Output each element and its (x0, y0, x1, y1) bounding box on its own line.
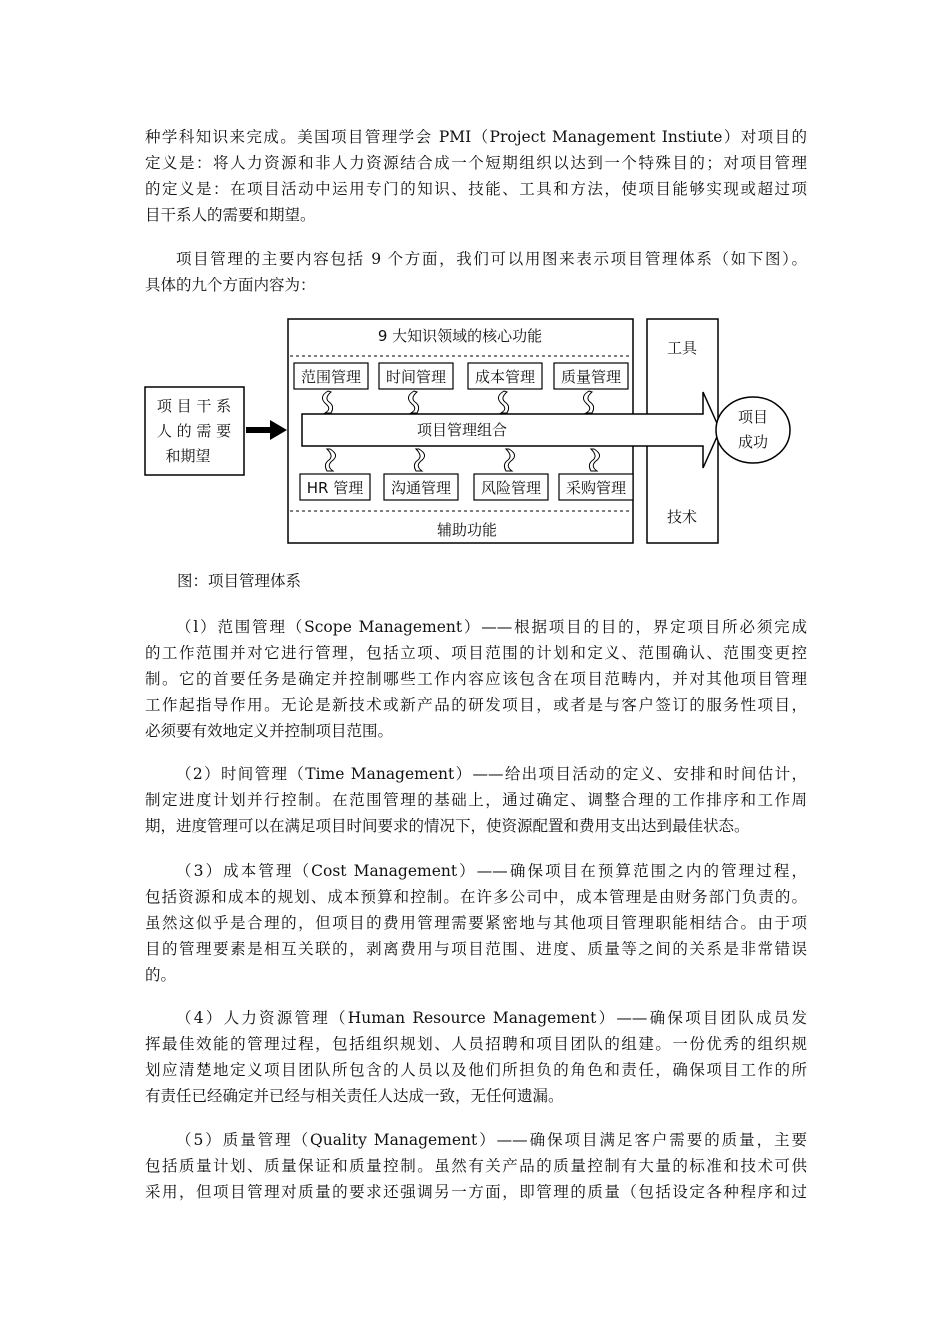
text-line: （2）时间管理（Time Management）——给出项目活动的定义、安排和时间估计， (176, 765, 807, 783)
text-line: （3）成本管理（Cost Management）——确保项目在预算范围之内的管理过程， (176, 862, 807, 880)
section-time-management (145, 761, 807, 839)
text-line: 挥最佳效能的管理过程，包括组织规划、人员招聘和项目团队的组建。一份优秀的组织规 (145, 1035, 807, 1053)
success-text-1: 项目 (737, 408, 769, 426)
aux-title: 辅助功能 (436, 521, 498, 539)
text-line: 工作起指导作用。无论是新技术或新产品的研发项目，或者是与客户签订的服务性项目， (145, 696, 807, 714)
text-line: 目干系人的需要和期望。 (145, 206, 316, 224)
section-cost-management (145, 858, 807, 988)
svg-text:HR 管理: HR 管理 (306, 479, 364, 497)
section-scope-management (145, 614, 807, 744)
technique-label: 技术 (666, 508, 698, 526)
text-line: 制定进度计划并行控制。在范围管理的基础上，通过确定、调整合理的工作排序和工作周 (145, 791, 807, 809)
success-text-2: 成功 (737, 433, 769, 451)
top-module-time (379, 363, 453, 389)
stakeholder-text-2: 人 的 需 要 (156, 422, 232, 440)
text-line: （5）质量管理（Quality Management）——确保项目满足客户需要的质量，主要 (176, 1131, 807, 1149)
text-line: 包括资源和成本的规划、成本预算和控制。在许多公司中，成本管理是由财务部门负责的。 (145, 888, 807, 906)
svg-text:时间管理: 时间管理 (385, 368, 447, 386)
text-line: 包括质量计划、质量保证和质量控制。虽然有关产品的质量控制有大量的标准和技术可供 (145, 1157, 807, 1175)
top-module-cost (468, 363, 542, 389)
tools-label: 工具 (666, 339, 698, 357)
svg-text:范围管理: 范围管理 (300, 368, 362, 386)
text-line: 的。 (145, 966, 177, 984)
figure-caption: 图：项目管理体系 (177, 572, 302, 590)
svg-text:采购管理: 采购管理 (565, 479, 627, 497)
bottom-module-communication (384, 474, 458, 500)
text-line: 的工作范围并对它进行管理，包括立项、项目范围的计划和定义、范围确认、范围变更控 (145, 644, 807, 662)
stakeholder-text-1: 项 目 干 系 (156, 397, 232, 415)
text-line: （4）人力资源管理（Human Resource Management）——确保项目团队成员发 (176, 1009, 807, 1027)
text-line: 必须要有效地定义并控制项目范围。 (145, 722, 394, 740)
text-line: 期，进度管理可以在满足项目时间要求的情况下，使资源配置和费用支出达到最佳状态。 (145, 817, 750, 835)
text-line: 采用，但项目管理对质量的要求还强调另一方面，即管理的质量（包括设定各种程序和过 (145, 1183, 807, 1201)
input-arrow (246, 420, 287, 440)
intro-paragraph (145, 124, 807, 228)
bottom-module-hr (300, 474, 370, 500)
text-line: 种学科知识来完成。美国项目管理学会 PMI（Project Management Instiute）对项目的 (145, 128, 807, 146)
combination-label: 项目管理组合 (416, 421, 508, 439)
success-circle (716, 397, 790, 463)
text-line: （l）范围管理（Scope Management）——根据项目的目的，界定项目所必须完成 (176, 618, 807, 636)
project-management-system-diagram (142, 316, 802, 548)
stakeholder-text-3: 和期望 (165, 447, 211, 465)
text-line: 虽然这似乎是合理的，但项目的费用管理需要紧密地与其他项目管理职能相结合。由于项 (145, 914, 807, 932)
svg-text:成本管理: 成本管理 (474, 368, 536, 386)
section-hr-management (145, 1005, 807, 1109)
core-title: 9 大知识领域的核心功能 (377, 327, 543, 345)
top-module-scope (294, 363, 368, 389)
svg-text:沟通管理: 沟通管理 (390, 479, 452, 497)
text-line: 项目管理的主要内容包括 9 个方面，我们可以用图来表示项目管理体系（如下图）。 (176, 250, 807, 268)
svg-text:风险管理: 风险管理 (480, 479, 542, 497)
content-overview-paragraph (145, 246, 807, 298)
text-line: 目的管理要素是相互关联的，剥离费用与项目范围、进度、质量等之间的关系是非常错误 (145, 940, 807, 958)
text-line: 的定义是：在项目活动中运用专门的知识、技能、工具和方法，使项目能够实现或超过项 (145, 180, 807, 198)
text-line: 定义是：将人力资源和非人力资源结合成一个短期组织以达到一个特殊目的；对项目管理 (145, 154, 807, 172)
text-line: 具体的九个方面内容为： (145, 276, 316, 294)
svg-text:质量管理: 质量管理 (560, 368, 622, 386)
stakeholder-box (145, 387, 244, 475)
text-line: 有责任已经确定并已经与相关责任人达成一致，无任何遗漏。 (145, 1087, 564, 1105)
top-module-quality (554, 363, 628, 389)
text-line: 制。它的首要任务是确定并控制哪些工作内容应该包含在项目范畴内，并对其他项目管理 (145, 670, 807, 688)
text-line: 划应清楚地定义项目团队所包含的人员以及他们所担负的角色和责任，确保项目工作的所 (145, 1061, 807, 1079)
bottom-module-procurement (559, 474, 633, 500)
section-quality-management (145, 1127, 807, 1205)
bottom-module-risk (474, 474, 548, 500)
